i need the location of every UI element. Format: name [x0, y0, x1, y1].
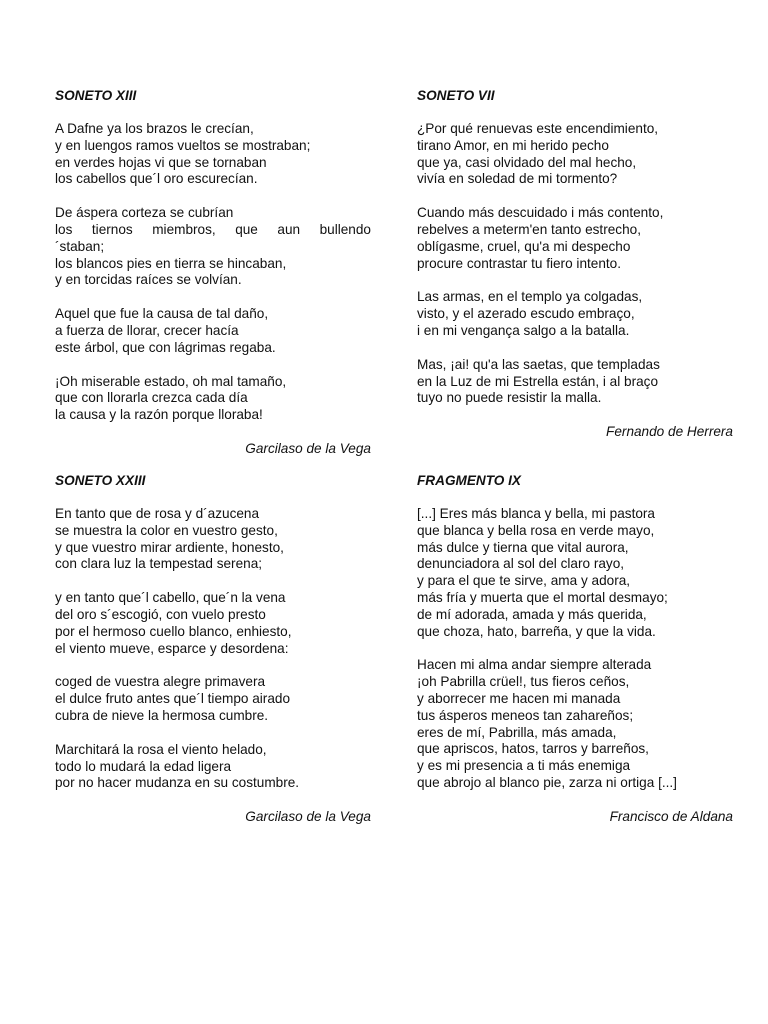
- verse-line: y que vuestro mirar ardiente, honesto,: [55, 539, 284, 555]
- verse-line: procure contrastar tu fiero intento.: [417, 255, 622, 271]
- verse-line: denunciadora al sol del claro rayo,: [417, 556, 625, 572]
- verse-line: visto, y el azerado escudo embraço,: [417, 306, 635, 322]
- verse-line: i en mi vengança salgo a la batalla.: [417, 322, 630, 338]
- verse-line: A Dafne ya los brazos le crecían,: [55, 121, 254, 136]
- verse-line: los blancos pies en tierra se hincaban,: [55, 255, 287, 271]
- poem-title: SONETO XXIII: [55, 473, 146, 488]
- verse-line: que ya, casi olvidado del mal hecho,: [417, 154, 637, 170]
- verse-line: eres de mí, Pabrilla, más amada,: [417, 724, 617, 740]
- stanza: [55, 306, 371, 356]
- verse-line: que con llorarla crezca cada día: [55, 390, 248, 406]
- verse-line: a fuerza de llorar, crecer hacía: [55, 322, 239, 338]
- verse-line: en la Luz de mi Estrella están, i al braço: [417, 373, 659, 389]
- verse-line: de mí adorada, amada y más querida,: [417, 606, 647, 622]
- verse-line: cubra de nieve la hermosa cumbre.: [55, 707, 269, 723]
- verse-line: en verdes hojas vi que se tornaban: [55, 154, 267, 170]
- verse-line: los tiernos miembros, que aun bullendo: [55, 221, 371, 237]
- verse-line: oblígasme, cruel, qu'a mi despecho: [417, 238, 631, 254]
- verse-line: Las armas, en el templo ya colgadas,: [417, 289, 643, 305]
- poem-soneto-vii: [417, 87, 733, 440]
- stanza: [55, 121, 371, 188]
- verse-line: ¡Oh miserable estado, oh mal tamaño,: [55, 373, 287, 389]
- verse-line: Aquel que fue la causa de tal daño,: [55, 306, 269, 322]
- verse-line: por no hacer mudanza en su costumbre.: [55, 775, 300, 791]
- poem-author: Garcilaso de la Vega: [245, 809, 371, 825]
- verse-line: Marchitará la rosa el viento helado,: [55, 741, 267, 757]
- verse-line: vivía en soledad de mi tormento?: [417, 171, 618, 187]
- verse-line: Cuando más descuidado i más contento,: [417, 205, 664, 221]
- verse-line: En tanto que de rosa y d´azucena: [55, 506, 260, 521]
- verse-line: y para el que te sirve, ama y adora,: [417, 573, 631, 589]
- verse-line: el viento mueve, esparce y desordena:: [55, 640, 289, 656]
- verse-line: del oro s´escogió, con vuelo presto: [55, 606, 266, 622]
- stanza: [417, 121, 733, 188]
- stanza: [417, 357, 733, 407]
- stanza: [417, 205, 733, 272]
- verse-line: De áspera corteza se cubrían: [55, 205, 234, 221]
- poem-soneto-xxiii: [55, 472, 371, 825]
- verse-line: y aborrecer me hacen mi manada: [417, 690, 621, 706]
- poem-soneto-xiii: [55, 87, 371, 457]
- poem-fragmento-ix: [417, 472, 733, 825]
- stanza: [417, 289, 733, 339]
- poem-author: Garcilaso de la Vega: [245, 440, 371, 456]
- verse-line: la causa y la razón porque lloraba!: [55, 407, 263, 423]
- verse-line: Mas, ¡ai! qu'a las saetas, que templadas: [417, 356, 660, 372]
- verse-line: y en tanto que´l cabello, que´n la vena: [55, 590, 286, 606]
- stanza: [55, 205, 371, 289]
- verse-line: más dulce y tierna que vital aurora,: [417, 539, 629, 555]
- poem-title: SONETO VII: [417, 88, 495, 103]
- verse-line: rebelves a meterm'en tanto estrecho,: [417, 221, 641, 237]
- verse-line: que apriscos, hatos, tarros y barreños,: [417, 741, 649, 757]
- verse-line: tirano Amor, en mi herido pecho: [417, 137, 609, 153]
- verse-line: que abrojo al blanco pie, zarza ni ortiga [...]: [417, 774, 677, 790]
- stanza: [55, 506, 371, 573]
- verse-line: todo lo mudará la edad ligera: [55, 758, 232, 774]
- verse-line: Hacen mi alma andar siempre alterada: [417, 657, 652, 673]
- verse-line: [...] Eres más blanca y bella, mi pastora: [417, 506, 655, 521]
- verse-line: ¡oh Pabrilla crüel!, tus fieros ceños,: [417, 674, 630, 690]
- verse-line: este árbol, que con lágrimas regaba.: [55, 339, 276, 355]
- stanza: [417, 657, 733, 791]
- verse-line: coged de vuestra alegre primavera: [55, 674, 266, 690]
- stanza: [55, 742, 371, 792]
- verse-line: y en luengos ramos vueltos se mostraban;: [55, 137, 311, 153]
- verse-line: ¿Por qué renuevas este encendimiento,: [417, 121, 659, 136]
- verse-line: se muestra la color en vuestro gesto,: [55, 522, 278, 538]
- verse-line: por el hermoso cuello blanco, enhiesto,: [55, 623, 292, 639]
- stanza: [417, 506, 733, 640]
- verse-line: los cabellos que´l oro escurecían.: [55, 171, 258, 187]
- stanza: [55, 590, 371, 657]
- verse-line: el dulce fruto antes que´l tiempo airado: [55, 691, 291, 707]
- poem-title: FRAGMENTO IX: [417, 473, 521, 488]
- verse-line: tuyo no puede resistir la malla.: [417, 390, 602, 406]
- stanza: [55, 374, 371, 424]
- poem-author: Fernando de Herrera: [606, 424, 733, 440]
- verse-line: más fría y muerta que el mortal desmayo;: [417, 589, 668, 605]
- stanza: [55, 674, 371, 724]
- verse-line: que choza, hato, barreña, y que la vida.: [417, 623, 656, 639]
- verse-line: con clara luz la tempestad serena;: [55, 556, 263, 572]
- verse-line: que blanca y bella rosa en verde mayo,: [417, 522, 655, 538]
- poem-title: SONETO XIII: [55, 88, 137, 103]
- verse-line: ´staban;: [55, 238, 105, 254]
- poem-author: Francisco de Aldana: [609, 808, 733, 824]
- verse-line: y en torcidas raíces se volvían.: [55, 272, 242, 288]
- verse-line: tus ásperos meneos tan zahareños;: [417, 707, 634, 723]
- verse-line: y es mi presencia a ti más enemiga: [417, 758, 631, 774]
